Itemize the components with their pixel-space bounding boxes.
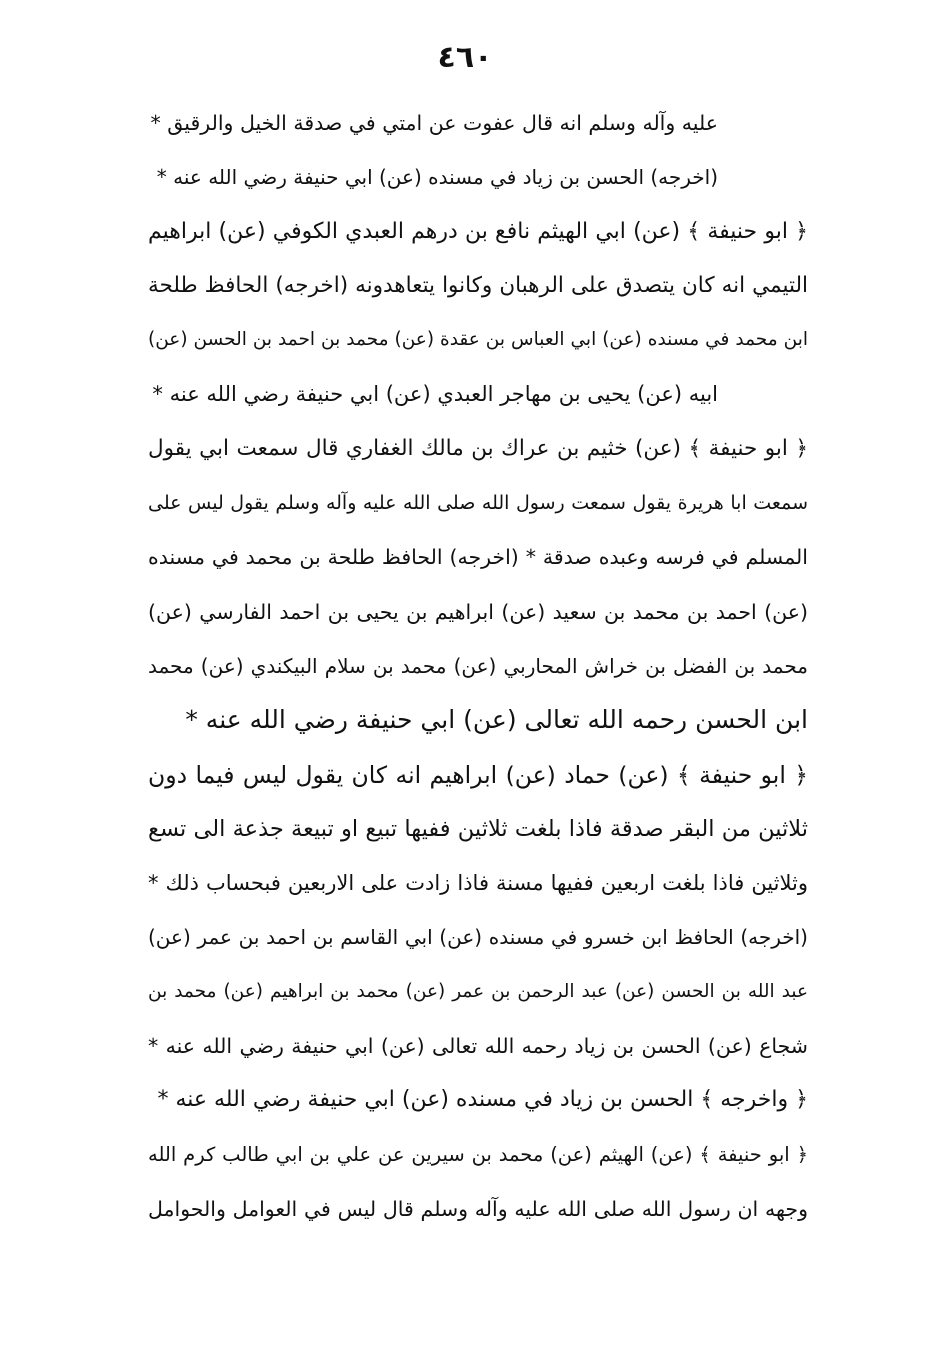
text-line: ﴿ ابو حنيفة ﴾ (عن) الهيثم (عن) محمد بن سيرين عن علي بن ابي طالب كرم الله xyxy=(148,1142,808,1166)
text-line: ثلاثين من البقر صدقة فاذا بلغت ثلاثين ففيها تبيع او تبيعة جذعة الى تسع xyxy=(148,815,808,842)
text-line: ابن الحسن رحمه الله تعالى (عن) ابي حنيفة رضي الله عنه * xyxy=(185,705,808,735)
text-line: وجهه ان رسول الله صلى الله عليه وآله وسلم قال ليس في العوامل والحوامل xyxy=(148,1196,808,1221)
text-line: عبد الله بن الحسن (عن) عبد الرحمن بن عمر (عن) محمد بن ابراهيم (عن) محمد بن xyxy=(148,980,808,1002)
text-line: المسلم في فرسه وعبده صدقة * (اخرجه) الحافظ طلحة بن محمد في مسنده xyxy=(148,545,808,570)
text-line: ابيه (عن) يحيى بن مهاجر العبدي (عن) ابي حنيفة رضي الله عنه * xyxy=(152,382,718,407)
text-line: شجاع (عن) الحسن بن زياد رحمه الله تعالى (عن) ابي حنيفة رضي الله عنه * xyxy=(148,1034,808,1059)
text-line: (عن) احمد بن محمد بن سعيد (عن) ابراهيم بن يحيى بن احمد الفارسي (عن) xyxy=(148,599,808,624)
text-line: سمعت ابا هريرة يقول سمعت رسول الله صلى الله عليه وآله وسلم يقول ليس على xyxy=(148,492,808,515)
text-line: التيمي انه كان يتصدق على الرهبان وكانوا يتعاهدونه (اخرجه) الحافظ طلحة xyxy=(148,272,808,298)
text-line: (اخرجه) الحسن بن زياد في مسنده (عن) ابي حنيفة رضي الله عنه * xyxy=(156,165,718,190)
text-line: ابن محمد في مسنده (عن) ابي العباس بن عقدة (عن) محمد بن احمد بن الحسن (عن) xyxy=(148,329,808,351)
page-number: ٤٦٠ xyxy=(437,40,493,75)
text-line: وثلاثين فاذا بلغت اربعين ففيها مسنة فاذا زادت على الاربعين فبحساب ذلك * xyxy=(148,871,808,896)
text-line: ﴿ واخرجه ﴾ الحسن بن زياد في مسنده (عن) ابي حنيفة رضي الله عنه * xyxy=(157,1087,808,1113)
text-line: ﴿ ابو حنيفة ﴾ (عن) ابي الهيثم نافع بن درهم العبدي الكوفي (عن) ابراهيم xyxy=(148,218,808,244)
text-line: ﴿ ابو حنيفة ﴾ (عن) حماد (عن) ابراهيم انه كان يقول ليس فيما دون xyxy=(148,760,808,789)
text-line: محمد بن الفضل بن خراش المحاربي (عن) محمد بن سلام البيكندي (عن) محمد xyxy=(148,653,808,678)
text-line: (اخرجه) الحافظ ابن خسرو في مسنده (عن) ابي القاسم بن احمد بن عمر (عن) xyxy=(148,925,808,950)
text-line: عليه وآله وسلم انه قال عفوت عن امتي في صدقة الخيل والرقيق * xyxy=(150,111,718,135)
page-text-block xyxy=(148,96,808,1236)
text-line: ﴿ ابو حنيفة ﴾ (عن) خثيم بن عراك بن مالك الغفاري قال سمعت ابي يقول xyxy=(148,435,808,461)
